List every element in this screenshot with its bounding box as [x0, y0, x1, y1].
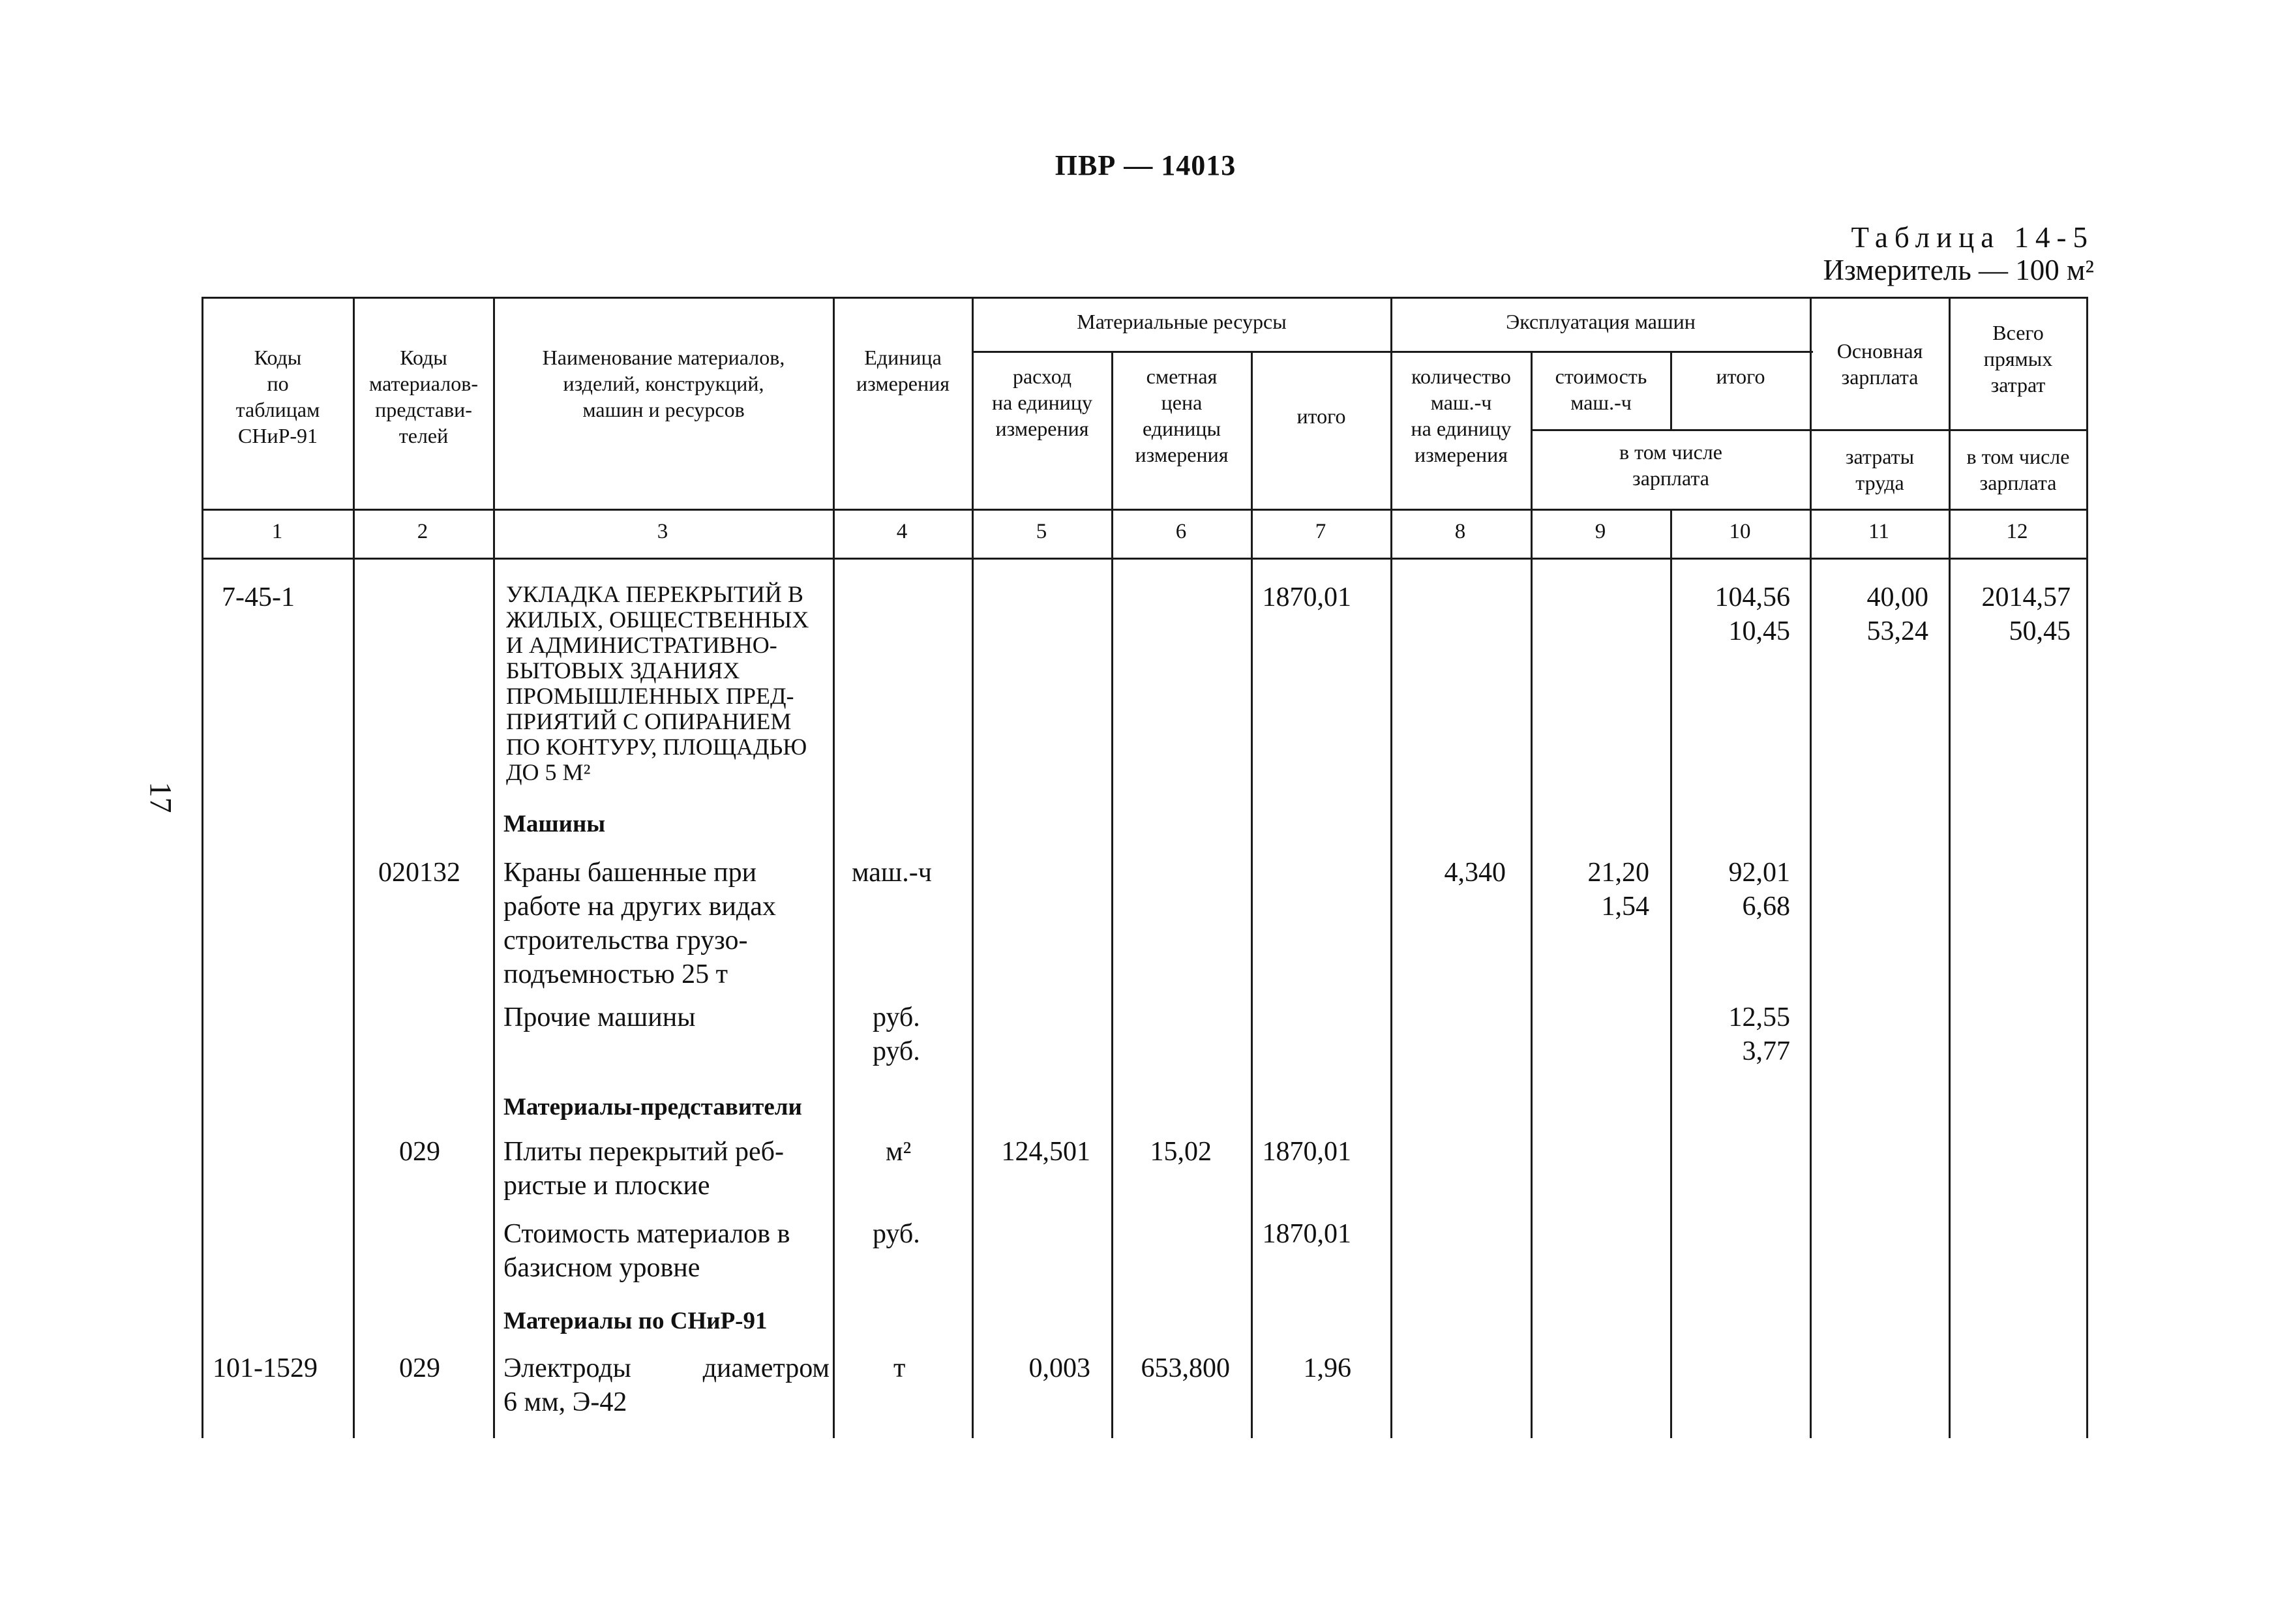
header-group-machines: Эксплуатация машин [1506, 310, 1696, 333]
row-total-machines: 92,01 6,68 [1728, 858, 1790, 922]
row-unit: руб. [873, 1219, 920, 1249]
header-col6: сметная цена единицы измерения [1135, 365, 1229, 466]
row-name: Прочие машины [503, 1002, 696, 1032]
header-col3: Наименование материалов, изделий, конструкций, машин и ресурсов [542, 346, 785, 421]
col-border [972, 297, 974, 1438]
column-number: 3 [657, 520, 668, 543]
row-total-materials: 1870,01 [1262, 1137, 1351, 1167]
table-measure: Измеритель — 100 м² [1823, 254, 2094, 286]
col-border [202, 297, 203, 1438]
row-unit-price: 15,02 [1150, 1137, 1212, 1167]
header-col11-sub: затраты труда [1845, 445, 1915, 494]
row-consumption: 0,003 [1028, 1353, 1090, 1383]
numbers-row-border [202, 558, 2088, 560]
row-name: Стоимость материалов в базисном уровне [503, 1219, 790, 1283]
column-number: 9 [1595, 520, 1606, 543]
row-name: Краны башенные при работе на других видах строительства грузо- подъемностью 25 т [503, 858, 776, 989]
table-name: Таблица 14-5 [1851, 221, 2094, 254]
row-unit: руб. руб. [873, 1002, 920, 1066]
row-unit: м² [886, 1137, 912, 1167]
row-code-rep: 020132 [378, 858, 460, 888]
column-number: 10 [1729, 520, 1751, 543]
col-border [1251, 351, 1253, 1438]
section-representative-materials: Материалы-представители [503, 1094, 802, 1120]
row-total-machines: 12,55 3,77 [1728, 1002, 1790, 1066]
row-total-direct: 2014,57 50,45 [1981, 582, 2071, 646]
section-machines: Машины [503, 811, 606, 837]
header-col9: стоимость маш.-ч [1555, 365, 1647, 414]
column-number: 6 [1175, 520, 1187, 543]
row-machine-hour-cost: 21,20 1,54 [1587, 858, 1649, 922]
group-header-divider [972, 351, 1813, 353]
table-top-border [202, 297, 2088, 299]
header-col9-10-sub: в том числе зарплата [1619, 440, 1722, 490]
header-col1: Коды по таблицам СНиР-91 [235, 346, 320, 447]
section-snir-materials: Материалы по СНиР-91 [503, 1308, 768, 1334]
row-code-rep: 029 [399, 1353, 440, 1383]
header-col11: Основная зарплата [1836, 339, 1923, 389]
header-col7: итого [1296, 404, 1346, 428]
column-number: 7 [1315, 520, 1326, 543]
row-total-materials: 1,96 [1303, 1353, 1351, 1383]
header-col2: Коды материалов- представи- телей [369, 346, 478, 447]
col-border [1111, 351, 1113, 1438]
col-border [353, 297, 355, 1438]
row-name: УКЛАДКА ПЕРЕКРЫТИЙ В ЖИЛЫХ, ОБЩЕСТВЕННЫХ И АДМИНИСТРАТИВНО- БЫТОВЫХ ЗДАНИЯХ ПРОМЫШЛЕННЫХ ПРЕД- ПРИЯТИЙ С ОПИРАНИЕМ ПО КОНТУРУ, ПЛОЩАДЬЮ ДО 5 М² [506, 581, 809, 785]
row-name: Электроды диаметром 6 мм, Э-42 [503, 1353, 830, 1417]
header-group-materials: Материальные ресурсы [1077, 310, 1287, 333]
column-number: 5 [1036, 520, 1047, 543]
row-code: 7-45-1 [222, 582, 295, 612]
column-number: 8 [1454, 520, 1466, 543]
row-total-materials: 1870,01 [1262, 582, 1351, 612]
header-col4: Единица измерения [856, 346, 950, 395]
row-unit: маш.-ч [852, 858, 932, 888]
header-col12-sub: в том числе зарплата [1966, 445, 2070, 494]
column-number: 1 [271, 520, 283, 543]
document-title: ПВР — 14013 [1055, 149, 1236, 181]
header-col12: Всего прямых затрат [1983, 321, 2053, 397]
row-total-materials: 1870,01 [1262, 1219, 1351, 1249]
header-col5: расход на единицу измерения [992, 365, 1092, 440]
col-border [493, 297, 495, 1438]
col-border [2086, 297, 2088, 1438]
row-consumption: 124,501 [1001, 1137, 1090, 1167]
row-base-salary: 40,00 53,24 [1866, 582, 1928, 646]
row-total-machines: 104,56 10,45 [1715, 582, 1790, 646]
header-col10: итого [1716, 365, 1765, 388]
column-number: 2 [417, 520, 428, 543]
row-name: Плиты перекрытий реб- ристые и плоские [503, 1137, 785, 1201]
header-col8: количество маш.-ч на единицу измерения [1411, 365, 1512, 466]
page-number: 17 [143, 781, 178, 813]
row-machine-hours: 4,340 [1444, 858, 1506, 888]
column-number: 12 [2006, 520, 2028, 543]
row-unit: т [893, 1353, 906, 1383]
header-bottom-border [202, 509, 2088, 511]
row-unit-price: 653,800 [1141, 1353, 1230, 1383]
column-number: 4 [896, 520, 908, 543]
col-border [833, 297, 835, 1438]
column-number: 11 [1868, 520, 1889, 543]
row-code: 101-1529 [213, 1353, 318, 1383]
row-code-rep: 029 [399, 1137, 440, 1167]
